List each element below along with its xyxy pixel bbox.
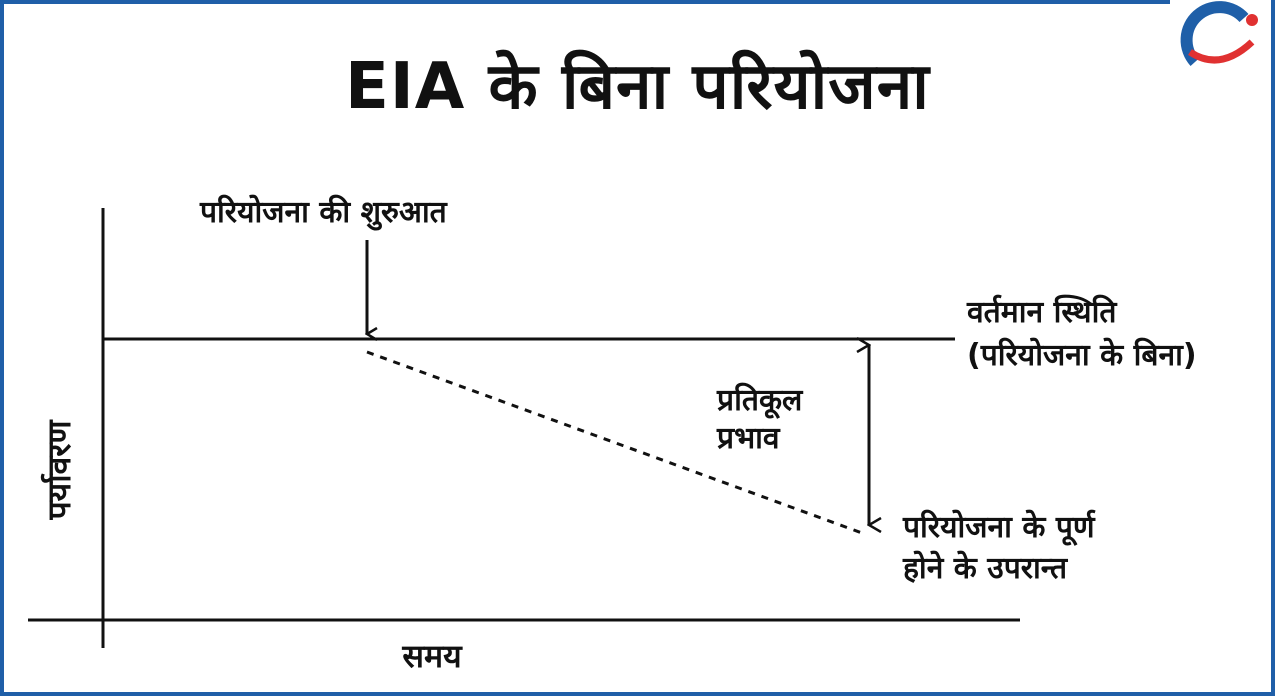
project-start-label: परियोजना की शुरुआत [200,195,447,230]
after-completion-label-line2: होने के उपरान्त [903,551,1068,586]
y-axis-label: पर्यावरण [40,420,78,520]
adverse-impact-label-line1: प्रतिकूल [717,383,803,418]
current-state-label-line2: (परियोजना के बिना) [967,338,1197,373]
adverse-impact-label-line2: प्रभाव [717,421,780,456]
page-title: EIA के बिना परियोजना [345,50,930,124]
globe-swoosh-icon [1187,7,1258,70]
x-axis-label: समय [402,637,462,675]
current-state-label-line1: वर्तमान स्थिति [967,295,1117,330]
after-completion-label-line1: परियोजना के पूर्ण [903,510,1095,545]
impact-trend-dotted-line [367,352,862,533]
